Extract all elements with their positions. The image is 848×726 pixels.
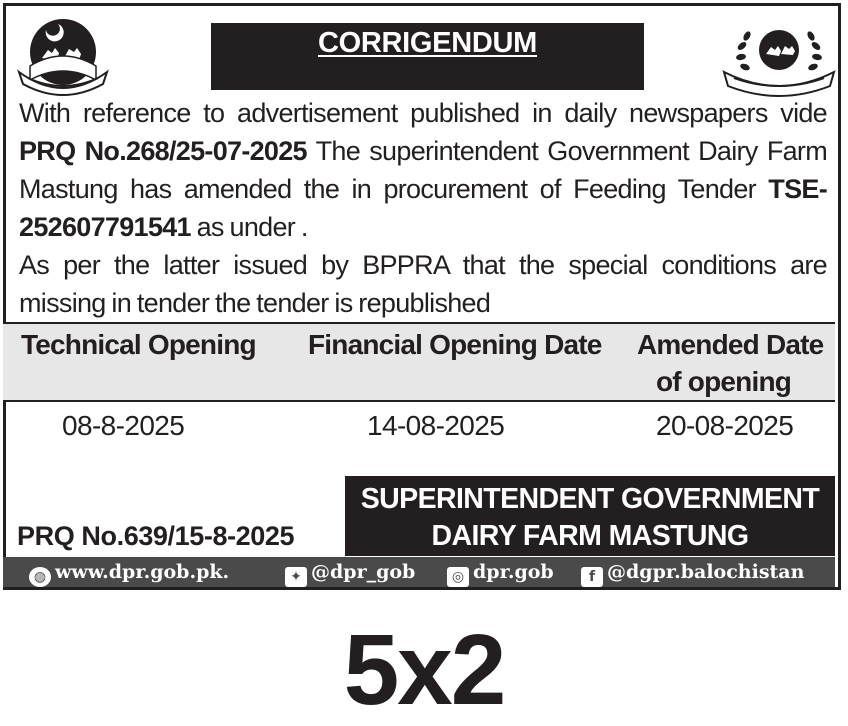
twitter-link[interactable] [285,561,415,587]
website-link[interactable] [29,561,229,587]
social-media-bar [3,557,835,587]
website-text: www.dpr.gob.pk. [55,561,230,583]
title-banner [211,23,644,90]
signature-line-1: SUPERINTENDENT GOVERNMENT [360,483,820,515]
notice-paragraph-1 [19,94,827,246]
signature-line-2: DAIRY FARM MASTUNG [431,520,749,552]
page-title: CORRIGENDUM [317,27,538,59]
tender-number: TSE-252607791541 [19,174,827,242]
header-amended-date-line2: of opening [656,366,792,397]
prq-reference: PRQ No.268/25-07-2025 [19,136,307,166]
notice-text: The superintendent Government Dairy Farm Mastung has amended the in procurement of Feeding Tender [19,136,828,204]
cell-financial-opening: 14-08-2025 [367,410,505,441]
facebook-icon: f [581,567,603,587]
notice-paragraph-2: As per the latter issued by BPPRA that the special conditions are missing in tender the tender is republished [19,250,827,318]
notice-body [19,94,827,322]
prq-footer-number: PRQ No.639/15-8-2025 [17,521,295,551]
twitter-icon: ✦ [285,567,307,587]
dgpr-emblem-right [719,16,839,98]
notice-text: as under . [190,212,308,242]
cell-technical-opening: 08-8-2025 [62,410,185,441]
twitter-text: @dpr_gob [311,561,416,583]
instagram-link[interactable] [447,561,554,587]
facebook-link[interactable] [581,561,804,587]
header-technical-opening: Technical Opening [21,329,256,360]
notice-text: With reference to advertisement published in daily newspapers vide [19,98,827,128]
facebook-text: @dgpr.balochistan [607,561,805,583]
globe-icon: ◍ [29,567,51,587]
ad-size-label: 5x2 [343,614,505,726]
instagram-icon: ◎ [447,567,469,587]
balochistan-emblem-left [16,16,110,98]
cell-amended-date: 20-08-2025 [656,410,794,441]
header-financial-opening: Financial Opening Date [308,329,602,360]
signature-block [345,476,835,556]
instagram-text: dpr.gob [473,561,554,583]
header-amended-date: Amended Date [637,329,824,360]
